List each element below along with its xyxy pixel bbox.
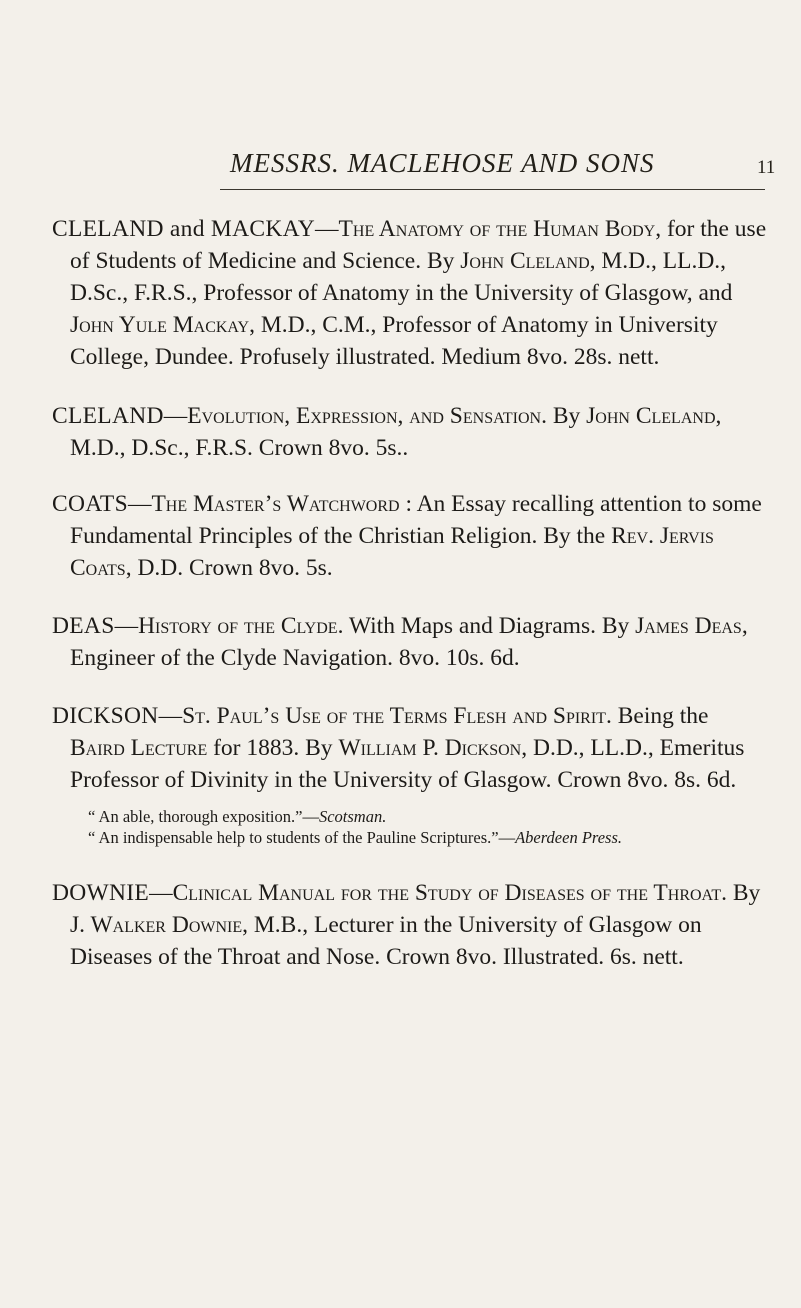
- review-source: Aberdeen Press.: [515, 828, 623, 847]
- entry-dash: —: [158, 703, 183, 729]
- entry-title: St. Paul’s Use of the Terms Flesh and Spirit: [182, 703, 606, 729]
- entry-person-name: William P. Dickson: [338, 735, 522, 761]
- entry-text: , M.D., C.M., Professor of Anatomy in University College, Dundee. Profusely illustrated. Medium 8vo. 28s. nett.: [70, 312, 718, 370]
- review-quote: “ An indispensable help to students of the Pauline Scriptures.”—: [88, 828, 516, 847]
- page-number: 11: [757, 157, 776, 178]
- entry-text: . With Maps and Diagrams. By: [337, 613, 636, 639]
- entry-text: , M.D., D.Sc., F.R.S. Crown 8vo. 5s..: [70, 403, 722, 461]
- entry-author: DEAS: [52, 613, 115, 639]
- entry-dash: —: [127, 491, 152, 517]
- entry-person-name: John Cleland: [460, 248, 590, 274]
- entry-text: , M.B., Lecturer in the University of Glasgow on Diseases of the Throat and Nose. Crown 8vo. Illustrated. 6s. nett.: [70, 912, 702, 970]
- running-head: MESSRS. MACLEHOSE AND SONS: [230, 148, 655, 178]
- entry-author: DOWNIE: [52, 880, 150, 906]
- entry-dash: —: [114, 613, 139, 639]
- entry-text: , D.D., LL.D., Emeritus Professor of Divinity in the University of Glasgow. Crown 8vo. 8s. 6d.: [70, 735, 745, 793]
- entry-text: , M.D., LL.D., D.Sc., F.R.S., Professor of Anatomy in the University of Glasgow, and: [70, 248, 733, 306]
- catalogue-entry: [52, 700, 768, 848]
- catalogue-entry: [52, 877, 768, 973]
- entry-text: for 1883. By: [207, 735, 339, 761]
- entry-text: An Essay recalling attention to some Fundamental Principles of the Christian Religion. By the: [70, 491, 762, 549]
- entry-lecture-name: Baird Lecture: [70, 735, 208, 761]
- catalogue-entry: [52, 488, 768, 584]
- catalogue-entry: [52, 400, 768, 464]
- entry-person-name: John Yule Mackay: [70, 312, 250, 338]
- entry-text: . By: [721, 880, 761, 906]
- entry-text: . By: [541, 403, 587, 429]
- entry-title: Evolution, Expression, and Sensation: [187, 403, 542, 429]
- entry-dash: —: [149, 880, 173, 906]
- entry-person-name: John Cleland: [586, 403, 716, 429]
- entry-text: , D.D. Crown 8vo. 5s.: [125, 555, 333, 581]
- entry-person-name: J. Walker Downie: [70, 912, 243, 938]
- entry-person-name: James Deas: [635, 613, 742, 639]
- catalogue-entries: [52, 213, 768, 999]
- entry-title: The Master’s Watchword :: [151, 491, 412, 517]
- entry-dash: —: [315, 216, 339, 242]
- entry-author: CLELAND: [52, 403, 164, 429]
- entry-author: DICKSON: [52, 703, 159, 729]
- entry-title: Clinical Manual for the Study of Diseases of the Throat: [172, 880, 722, 906]
- catalogue-entry: [52, 610, 768, 674]
- entry-text: , Engineer of the Clyde Navigation. 8vo. 10s. 6d.: [70, 613, 748, 671]
- entry-author: COATS: [52, 491, 128, 517]
- press-review: [70, 827, 768, 848]
- press-reviews: [70, 806, 768, 848]
- entry-title: History of the Clyde: [138, 613, 338, 639]
- entry-author: CLELAND and MACKAY: [52, 216, 316, 242]
- review-source: Scotsman.: [318, 807, 387, 826]
- entry-person-name: Rev. Jervis Coats: [70, 523, 714, 581]
- header-rule: [220, 189, 765, 190]
- press-review: [70, 806, 768, 827]
- catalogue-entry: [52, 213, 768, 373]
- entry-text: , for the use of Students of Medicine and Science. By: [70, 216, 767, 274]
- entry-dash: —: [163, 403, 188, 429]
- entry-text: . Being the: [605, 703, 709, 729]
- entry-title: The Anatomy of the Human Body: [338, 216, 656, 242]
- review-quote: “ An able, thorough exposition.”—: [88, 807, 319, 826]
